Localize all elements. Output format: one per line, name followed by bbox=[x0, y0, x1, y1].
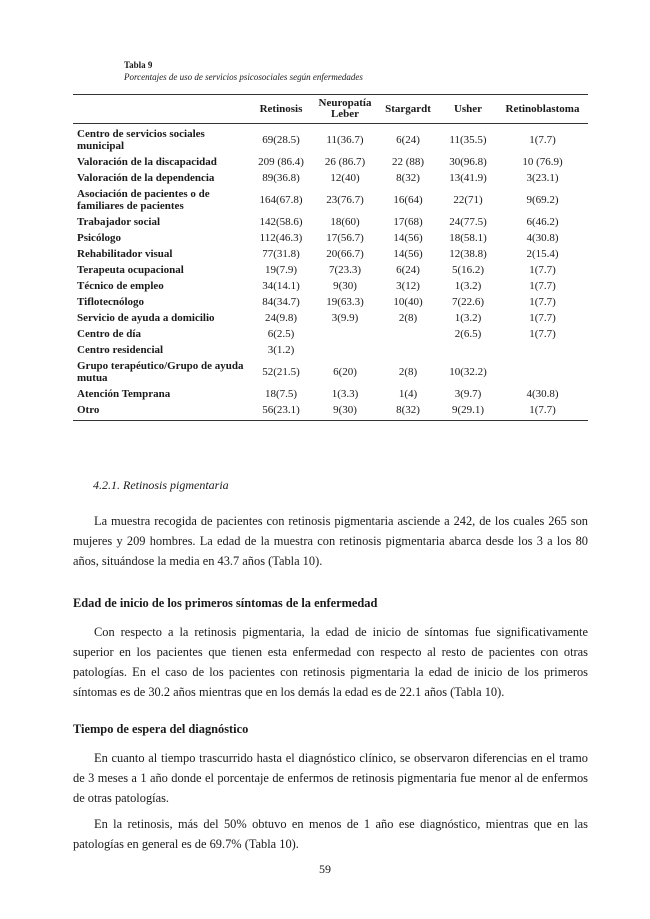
table-row bbox=[73, 214, 588, 230]
table-cell: 1(7.7) bbox=[529, 280, 556, 292]
column-header: Neuropatía Leber bbox=[313, 95, 377, 124]
row-label: Atención Temprana bbox=[77, 388, 171, 400]
table-cell: 23(76.7) bbox=[326, 194, 364, 206]
table-row bbox=[73, 358, 588, 386]
table-cell: 19(63.3) bbox=[326, 296, 364, 308]
table-cell: 3(9.7) bbox=[454, 388, 482, 400]
table-cell: 6(24) bbox=[396, 264, 420, 276]
table-label: Tabla 9 bbox=[124, 60, 153, 70]
table-cell: 18(58.1) bbox=[449, 232, 487, 244]
table-cell: 112(46.3) bbox=[259, 232, 303, 244]
table-cell: 2(6.5) bbox=[454, 328, 482, 340]
table-cell: 18(7.5) bbox=[264, 388, 298, 400]
table-cell bbox=[377, 326, 439, 342]
paragraph-2: Con respecto a la retinosis pigmentaria, la edad de inicio de síntomas fue significativamente superior en los pacientes que tienen esta enfermedad con respecto al resto de pacientes con otras patologías. En el caso de los pacientes con retinosis pigmentaria la edad de inicio de los primeros síntomas es de 30.2 años mientras que en los demás la edad es de 22.1 años (Tabla 10). bbox=[73, 625, 588, 699]
column-header: Stargardt bbox=[377, 95, 439, 124]
table-cell: 30(96.8) bbox=[449, 156, 487, 168]
table-cell: 22(71) bbox=[453, 194, 483, 206]
row-label: Valoración de la discapacidad bbox=[77, 156, 217, 168]
table-cell: 3(12) bbox=[396, 280, 420, 292]
table-cell: 84(34.7) bbox=[262, 296, 300, 308]
table-cell: 1(7.7) bbox=[529, 312, 556, 324]
row-label: Técnico de empleo bbox=[77, 280, 164, 292]
table-title: Porcentajes de uso de servicios psicosociales según enfermedades bbox=[124, 72, 363, 82]
table-cell: 2(8) bbox=[398, 312, 418, 324]
table-cell: 9(69.2) bbox=[526, 194, 559, 206]
row-label: Centro residencial bbox=[77, 344, 164, 356]
row-label: Valoración de la dependencia bbox=[77, 172, 215, 184]
column-header bbox=[73, 95, 249, 124]
table-cell: 3(9.9) bbox=[331, 312, 359, 324]
table-cell: 209 (86.4) bbox=[258, 156, 304, 168]
row-label: Centro de servicios sociales municipal bbox=[77, 128, 205, 152]
table-row bbox=[73, 170, 588, 186]
table-row bbox=[73, 154, 588, 170]
table-cell bbox=[497, 342, 588, 358]
table-cell: 7(23.3) bbox=[328, 264, 362, 276]
table-cell: 3(1.2) bbox=[267, 344, 295, 356]
row-label: Centro de día bbox=[77, 328, 141, 340]
table-cell: 1(7.7) bbox=[529, 328, 556, 340]
paragraph-3: En cuanto al tiempo trascurrido hasta el diagnóstico clínico, se observaron diferencias en el tramo de 3 meses a 1 año donde el porcentaje de enfermos de retinosis pigmentaria fue menor al de enfermos de otras patologías. bbox=[73, 751, 588, 805]
table-cell: 8(32) bbox=[377, 402, 439, 421]
table-cell: 77(31.8) bbox=[262, 248, 300, 260]
table-cell: 19(7.9) bbox=[264, 264, 298, 276]
table-cell: 14(56) bbox=[393, 232, 423, 244]
table-cell: 56(23.1) bbox=[249, 402, 313, 421]
table-row bbox=[73, 186, 588, 214]
table-cell: 12(38.8) bbox=[449, 248, 487, 260]
table-cell: 69(28.5) bbox=[262, 134, 300, 146]
services-table bbox=[73, 94, 588, 421]
table-cell: 142(58.6) bbox=[259, 216, 303, 228]
table-cell: 1(4) bbox=[398, 388, 418, 400]
row-label: Otro bbox=[73, 402, 249, 421]
heading-diagnosis-wait: Tiempo de espera del diagnóstico bbox=[73, 722, 249, 736]
table-cell: 13(41.9) bbox=[449, 172, 487, 184]
table-cell: 2(15.4) bbox=[526, 248, 559, 260]
table-cell: 1(7.7) bbox=[529, 264, 556, 276]
heading-onset-age: Edad de inicio de los primeros síntomas de la enfermedad bbox=[73, 596, 378, 610]
table-cell: 6(20) bbox=[333, 366, 357, 378]
table-cell: 1(7.7) bbox=[497, 402, 588, 421]
table-body bbox=[73, 124, 588, 421]
table-cell bbox=[313, 326, 377, 342]
table-cell: 10(40) bbox=[393, 296, 423, 308]
table-cell: 10 (76.9) bbox=[522, 156, 563, 168]
table-cell: 16(64) bbox=[393, 194, 423, 206]
table-cell: 9(30) bbox=[333, 280, 357, 292]
table-row bbox=[73, 278, 588, 294]
table-cell: 11(35.5) bbox=[449, 134, 487, 146]
table-cell: 1(3.3) bbox=[331, 388, 359, 400]
page-number: 59 bbox=[319, 862, 331, 876]
table-row bbox=[73, 310, 588, 326]
table-row bbox=[73, 326, 588, 342]
table-cell: 1(7.7) bbox=[529, 134, 556, 146]
row-label: Asociación de pacientes o de familiares de pacientes bbox=[77, 188, 210, 212]
row-label: Grupo terapéutico/Grupo de ayuda mutua bbox=[77, 360, 244, 384]
table-row bbox=[73, 230, 588, 246]
table-cell: 164(67.8) bbox=[259, 194, 303, 206]
table-row bbox=[73, 342, 588, 358]
table-cell: 1(3.2) bbox=[454, 280, 482, 292]
table-cell: 2(8) bbox=[398, 366, 418, 378]
table-cell: 22 (88) bbox=[391, 156, 425, 168]
table-cell: 89(36.8) bbox=[262, 172, 300, 184]
row-label: Psicólogo bbox=[77, 232, 121, 244]
row-label: Rehabilitador visual bbox=[77, 248, 173, 260]
paragraph-4: En la retinosis, más del 50% obtuvo en menos de 1 año ese diagnóstico, mientras que en las patologías en general es de 69.7% (Tabla 10). bbox=[73, 817, 588, 851]
table-cell: 9(30) bbox=[313, 402, 377, 421]
table-cell: 5(16.2) bbox=[451, 264, 485, 276]
row-label: Trabajador social bbox=[77, 216, 161, 228]
table-cell: 11(36.7) bbox=[326, 134, 364, 146]
table-cell: 4(30.8) bbox=[526, 388, 559, 400]
table-cell: 4(30.8) bbox=[526, 232, 559, 244]
table-cell: 18(60) bbox=[330, 216, 360, 228]
table-cell: 20(66.7) bbox=[326, 248, 364, 260]
table-cell: 24(9.8) bbox=[264, 312, 298, 324]
table-cell: 10(32.2) bbox=[449, 366, 487, 378]
table-cell: 26 (86.7) bbox=[324, 156, 366, 168]
table-cell: 6(46.2) bbox=[526, 216, 559, 228]
table-cell: 14(56) bbox=[393, 248, 423, 260]
table-cell: 1(7.7) bbox=[529, 296, 556, 308]
table-row bbox=[73, 386, 588, 402]
paragraph-1: La muestra recogida de pacientes con retinosis pigmentaria asciende a 242, de los cuales 265 son mujeres y 209 hombres. La edad de la muestra con retinosis pigmentaria abarca desde los 3 a los 80 años, situándose la media en 43.7 años (Tabla 10). bbox=[73, 514, 588, 568]
row-label: Servicio de ayuda a domicilio bbox=[77, 312, 215, 324]
table-cell bbox=[313, 342, 377, 358]
table-caption bbox=[124, 60, 604, 83]
table-cell: 52(21.5) bbox=[262, 366, 300, 378]
subsection-title: 4.2.1. Retinosis pigmentaria bbox=[93, 478, 229, 492]
table-cell bbox=[377, 342, 439, 358]
table-cell: 17(56.7) bbox=[326, 232, 364, 244]
table-cell bbox=[497, 358, 588, 386]
table-cell: 12(40) bbox=[330, 172, 360, 184]
table-cell: 7(22.6) bbox=[451, 296, 485, 308]
table-cell: 8(32) bbox=[396, 172, 420, 184]
table-row bbox=[73, 124, 588, 155]
column-header: Retinoblastoma bbox=[497, 95, 588, 124]
table-cell: 6(24) bbox=[396, 134, 420, 146]
table-cell: 3(23.1) bbox=[526, 172, 559, 184]
table-row bbox=[73, 246, 588, 262]
column-header: Retinosis bbox=[249, 95, 313, 124]
table-row bbox=[73, 402, 588, 421]
table-row bbox=[73, 294, 588, 310]
table-cell: 9(29.1) bbox=[439, 402, 497, 421]
table-cell: 1(3.2) bbox=[454, 312, 482, 324]
table-row bbox=[73, 262, 588, 278]
table-cell: 24(77.5) bbox=[449, 216, 487, 228]
row-label: Terapeuta ocupacional bbox=[77, 264, 184, 276]
table-cell: 34(14.1) bbox=[262, 280, 300, 292]
table-header-row bbox=[73, 95, 588, 124]
table-cell bbox=[439, 342, 497, 358]
column-header: Usher bbox=[439, 95, 497, 124]
row-label: Tiflotecnólogo bbox=[77, 296, 145, 308]
table-cell: 17(68) bbox=[393, 216, 423, 228]
table-cell: 6(2.5) bbox=[267, 328, 295, 340]
